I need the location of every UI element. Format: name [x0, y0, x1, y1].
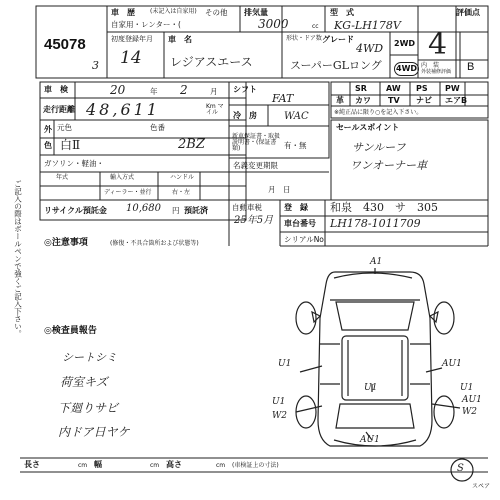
damage-mark: U1: [364, 383, 378, 393]
drive-2wd: 2WD: [394, 39, 416, 48]
frame-label: 車台番号: [284, 219, 316, 228]
first-reg-label: 初度登録年月: [111, 35, 153, 43]
lot-number: 45078: [44, 36, 86, 53]
reg-label: 登 録: [284, 203, 308, 212]
ac-value: WAC: [284, 111, 309, 122]
recycle-value: 10,680: [126, 203, 161, 214]
import-label: 輸入方式: [110, 174, 135, 181]
inspector-note-2: 荷室キズ: [60, 375, 108, 389]
inspector-note-1: シートシミ: [62, 351, 117, 364]
spare-mark: S: [457, 463, 464, 474]
option-pw: PW: [445, 84, 460, 93]
recycle-status: 預託済: [184, 206, 208, 215]
model-value: KG-LH178V: [334, 19, 401, 32]
option-leather: 革: [336, 96, 344, 105]
exterior-label: 外装補修評価: [421, 69, 452, 75]
serial-label: シリアルNo.: [284, 235, 327, 244]
height-unit: cm: [216, 462, 226, 469]
grade-value-1: 4WD: [356, 42, 384, 55]
year-label: 年式: [56, 174, 69, 181]
dimension-note: (車検証上の寸法): [232, 462, 279, 469]
color-side-label: 色: [44, 141, 52, 150]
mileage-unit: Km マイル: [206, 103, 224, 116]
original-color-label: 元色: [57, 123, 72, 132]
width-unit: cm: [150, 462, 160, 469]
lot-suffix: 3: [92, 59, 99, 72]
inspector-note-3: 下廻りサビ: [58, 401, 119, 415]
other-label: その他: [205, 8, 228, 17]
inspector-note-4: 内ドア日ヤケ: [58, 425, 130, 439]
sell-point-label: セールスポイント: [336, 123, 400, 132]
width-label: 幅: [94, 460, 102, 469]
color-code-label: 色番: [150, 123, 165, 132]
expiry-value: 25年5月: [234, 215, 274, 226]
option-kawa: カワ: [355, 96, 371, 105]
shift-label: シフト: [233, 85, 257, 94]
recycle-label: リサイクル預託金: [44, 206, 107, 215]
ac-label: 冷 房: [233, 111, 257, 120]
option-aw: AW: [386, 84, 401, 93]
option-ps: PS: [416, 84, 428, 93]
option-sr: SR: [355, 84, 367, 93]
model-label: 型 式: [330, 8, 354, 17]
inspector-title: ◎検査員報告: [44, 326, 97, 336]
mileage-label: 走行距離: [43, 105, 75, 114]
option-airbag: エアB: [445, 96, 468, 105]
records-label: 新車保証書・取扱説明書・(保証書類): [232, 133, 281, 152]
inspection-year-unit: 年: [150, 87, 158, 96]
displacement-value: 3000: [258, 17, 289, 31]
interior-label: 内 装: [421, 62, 440, 69]
score-value: 4: [428, 27, 448, 62]
frame-value: LH178-1011709: [330, 217, 421, 230]
notice-sub: (修復・不具合箇所および状態等): [110, 240, 199, 247]
drive-4wd: 4WD: [394, 62, 419, 76]
vehicle-use-label: 車 歴: [111, 8, 135, 17]
interior-value: B: [467, 61, 475, 73]
reg-value: 和泉 430 サ 305: [330, 201, 438, 214]
expiry-label: 自動車税: [232, 203, 262, 212]
import-value: ディーラー・並行: [104, 189, 152, 196]
damage-mark: A1: [370, 257, 383, 267]
side-note: ご記入の際はボールペンで強くご記入下さい。: [13, 180, 23, 338]
option-tv: TV: [388, 96, 400, 105]
recycle-unit: 円: [172, 206, 180, 215]
vehicle-use-sub: (未記入は自家用): [150, 8, 197, 15]
damage-mark: U1: [272, 397, 286, 407]
vehicle-use-value: 自家用・レンター・(: [111, 20, 181, 29]
damage-mark: AU1: [442, 359, 462, 369]
shift-value: FAT: [272, 92, 294, 105]
displacement-label: 排気量: [244, 8, 268, 17]
name-change-value: 月 日: [268, 185, 291, 194]
spare-label: スペア: [472, 483, 491, 490]
handle-label: ハンドル: [170, 174, 195, 181]
first-reg-value: 14: [120, 48, 142, 68]
inspection-month: 2: [180, 83, 188, 97]
option-navi: ナビ: [416, 96, 432, 105]
notice-title: ◎注意事項: [44, 238, 88, 248]
damage-mark: U1: [278, 359, 292, 369]
sell-point-1: サンルーフ: [352, 141, 406, 154]
handle-value: 右・左: [172, 189, 191, 196]
options-note: ※純正品に限り○を記入下さい。: [334, 109, 423, 116]
inspection-month-unit: 月: [210, 87, 218, 96]
grade-value-2: スーパーGLロング: [290, 59, 382, 72]
color-value: 白Ⅱ: [60, 138, 81, 152]
length-unit: cm: [78, 462, 88, 469]
damage-mark: W2: [272, 411, 287, 421]
car-name-label: 車 名: [168, 35, 192, 44]
color-code: 2BZ: [178, 137, 205, 152]
mileage-value: 48,611: [86, 100, 160, 119]
damage-mark: U1: [460, 383, 474, 393]
inspection-label: 車 検: [44, 85, 68, 94]
score-label: 評価点: [456, 8, 480, 17]
height-label: 高さ: [166, 460, 182, 469]
inspection-year: 20: [110, 83, 126, 97]
grade-label: グレード: [322, 35, 354, 44]
damage-mark: AU1: [360, 435, 380, 445]
length-label: 長さ: [24, 460, 40, 469]
outer-label: 外: [44, 125, 52, 134]
records-value: 有・無: [284, 141, 307, 150]
displacement-unit: cc: [312, 23, 319, 30]
sell-point-2: ワンオーナー車: [350, 159, 427, 172]
shape-label: 形状・ドア数: [286, 35, 322, 42]
fuel-label: ガソリン・軽油・: [44, 159, 104, 168]
car-name-value: レジアスエース: [170, 55, 253, 69]
damage-mark: W2: [462, 407, 477, 417]
name-change-label: 名義変更期限: [233, 161, 278, 170]
damage-mark: AU1: [462, 395, 482, 405]
